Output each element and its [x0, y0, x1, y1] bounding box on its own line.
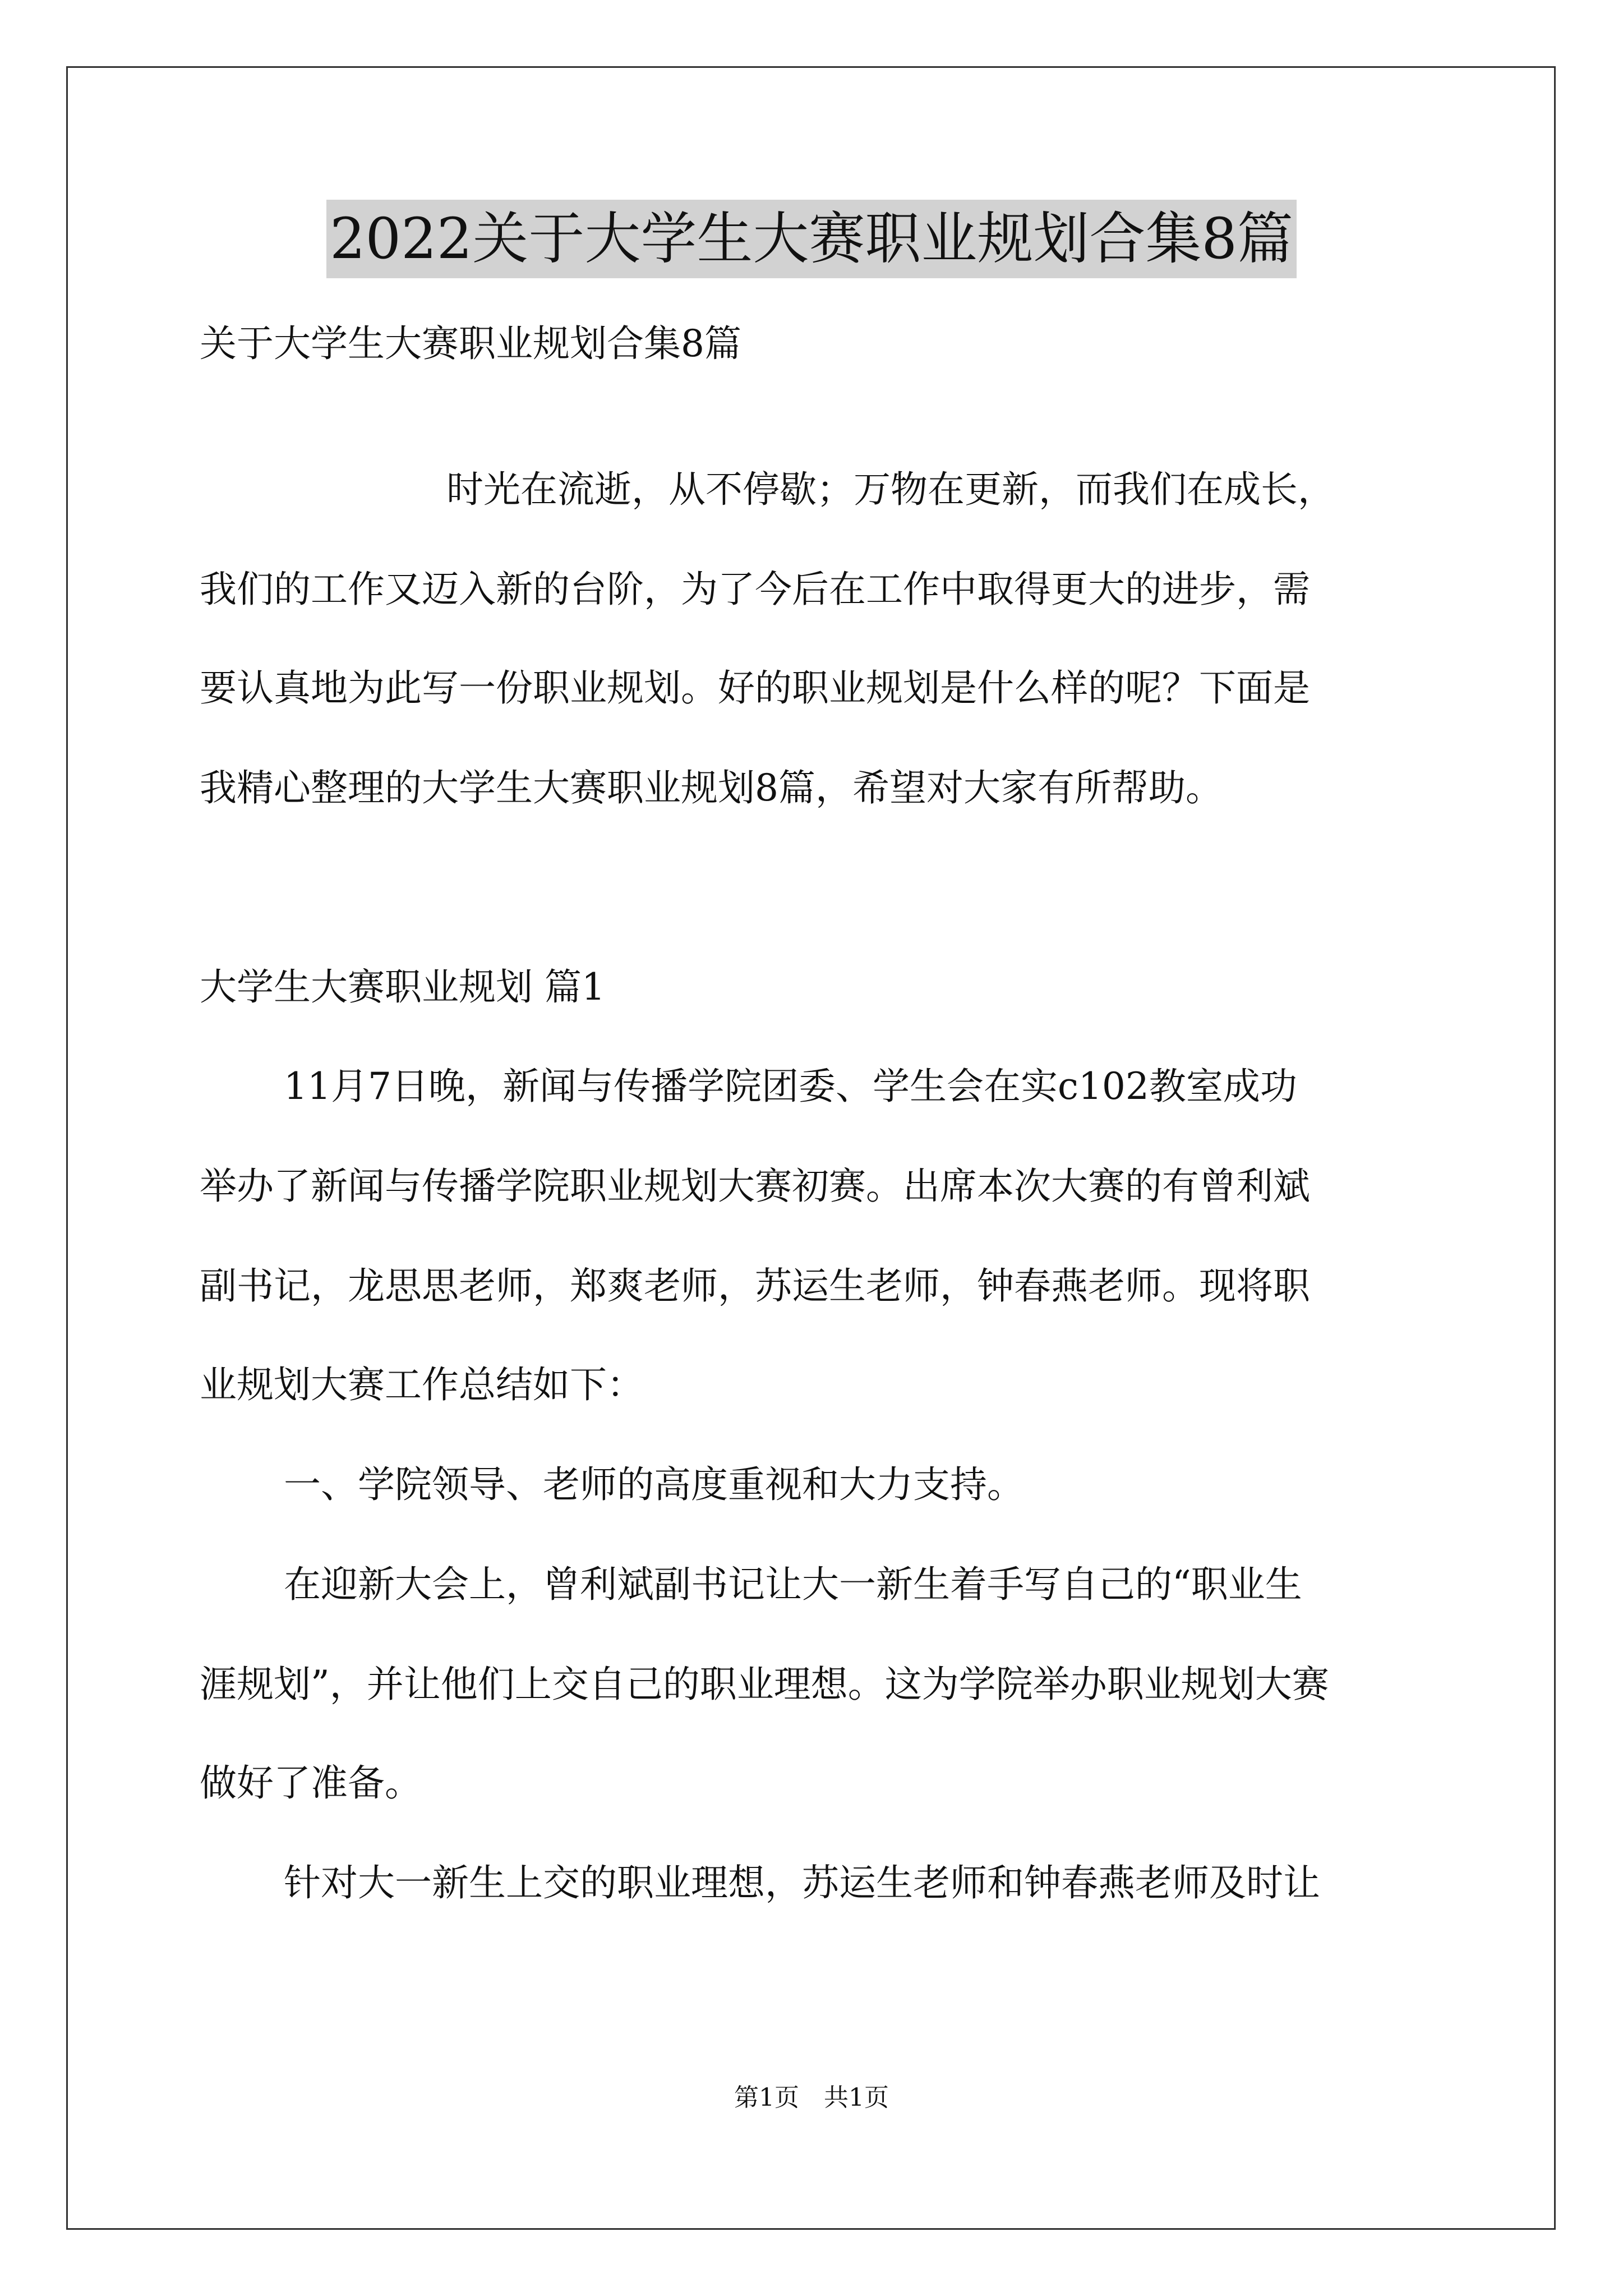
body-line-8: 做好了准备。: [200, 1761, 422, 1805]
body-line-2: 举办了新闻与传播学院职业规划大赛初赛。出席本次大赛的有曾利斌: [200, 1165, 1310, 1208]
document-title: [0, 200, 1623, 278]
intro-line-1: 时光在流逝，从不停歇；万物在更新，而我们在成长，: [446, 468, 1335, 511]
page-footer: 第1页 共1页: [734, 2083, 889, 2112]
intro-line-2: 我们的工作又迈入新的台阶，为了今后在工作中取得更大的进步，需: [200, 568, 1310, 611]
section-heading: 大学生大赛职业规划 篇1: [200, 965, 605, 1009]
intro-line-3: 要认真地为此写一份职业规划。好的职业规划是什么样的呢？下面是: [200, 666, 1310, 710]
body-line-7: 涯规划”，并让他们上交自己的职业理想。这为学院举办职业规划大赛: [200, 1663, 1329, 1706]
intro-line-4: 我精心整理的大学生大赛职业规划8篇，希望对大家有所帮助。: [200, 766, 1223, 809]
body-line-4: 业规划大赛工作总结如下：: [200, 1363, 644, 1406]
body-line-1: 11月7日晚，新闻与传播学院团委、学生会在实c102教室成功: [284, 1065, 1297, 1108]
body-line-9: 针对大一新生上交的职业理想，苏运生老师和钟春燕老师及时让: [284, 1861, 1320, 1904]
body-line-3: 副书记，龙思思老师，郑爽老师，苏运生老师，钟春燕老师。现将职: [200, 1264, 1310, 1308]
document-subtitle: 关于大学生大赛职业规划合集8篇: [200, 322, 741, 365]
body-line-6: 在迎新大会上，曾利斌副书记让大一新生着手写自己的“职业生: [284, 1563, 1302, 1606]
body-line-5: 一、学院领导、老师的高度重视和大力支持。: [284, 1463, 1024, 1506]
document-title-text: 2022关于大学生大赛职业规划合集8篇: [326, 200, 1297, 278]
